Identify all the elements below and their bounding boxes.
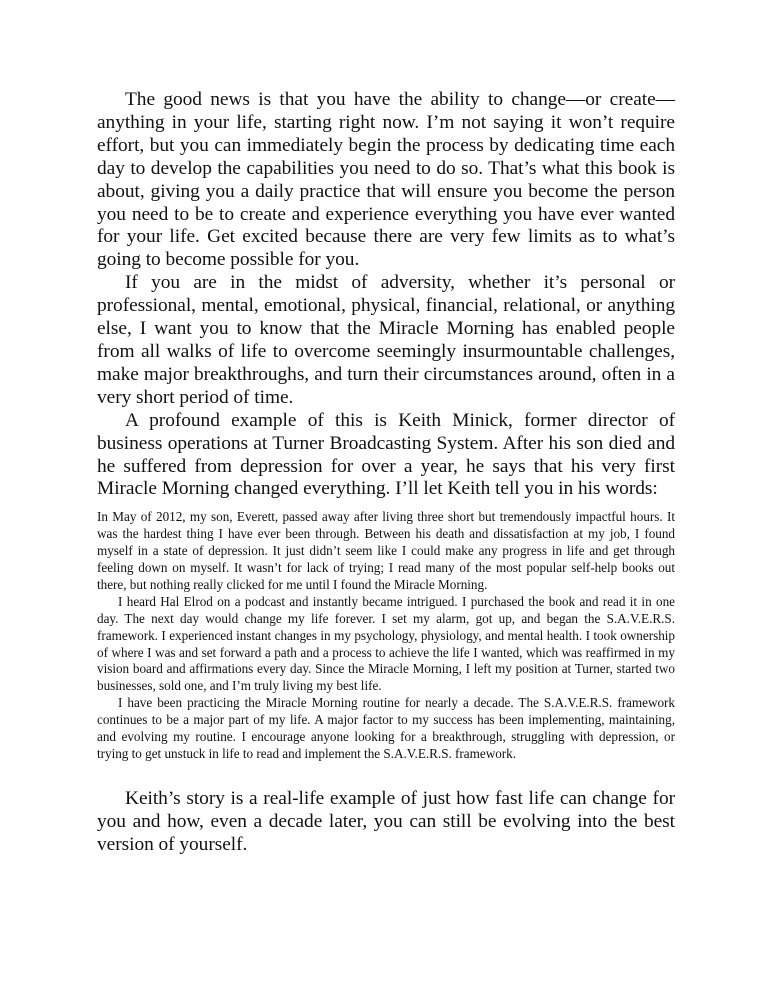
- body-paragraph-adversity: If you are in the midst of adversity, whether it’s personal or professional, mental, emotional, physical, financial, relational, or anything else, I want you to know that the Miracle Morning has enabled people from all walks of life to overcome seemingly insurmountable challenges, make major breakthroughs, and turn their circumstances around, often in a very short period of time.: [97, 272, 675, 408]
- body-paragraph-good-news: The good news is that you have the ability to change—or create— anything in your life, starting right now. I’m not saying it won’t require effort, but you can immediately begin the process by dedicating time each day to develop the capabilities you need to do so. That’s what this book is about, giving you a daily practice that will ensure you become the person you need to be to create and experience everything you have ever wanted for your life. Get excited because there are very few limits as to what’s going to become possible for you.: [97, 89, 675, 271]
- quote-paragraph-discovery: I heard Hal Elrod on a podcast and instantly became intrigued. I purchased the book and read it in one day. The next day would change my life forever. I set my alarm, got up, and began the S.A.V.E.R.S. framework. I experienced instant changes in my psychology, physiology, and mental health. I took ownership of where I was and set forward a path and a process to achieve the life I wanted, which was reaffirmed in my vision board and affirmations every day. Since the Miracle Morning, I left my position at Turner, started two businesses, sold one, and I’m truly living my best life.: [97, 593, 675, 694]
- quote-paragraph-decade: I have been practicing the Miracle Morning routine for nearly a decade. The S.A.V.E.R.S. framework continues to be a major part of my life. A major factor to my success has been implementing, maintaining, and evolving my routine. I encourage anyone looking for a breakthrough, struggling with depression, or trying to get unstuck in life to read and implement the S.A.V.E.R.S. framework.: [97, 695, 675, 761]
- closing-section: [97, 788, 675, 857]
- body-paragraph-closing: Keith’s story is a real-life example of just how fast life can change for you and how, even a decade later, you can still be evolving into the best version of yourself.: [97, 787, 675, 855]
- book-page: [97, 89, 675, 857]
- body-paragraph-keith-intro: A profound example of this is Keith Minick, former director of business operations at Turner Broadcasting System. After his son died and he suffered from depression for over a year, he says that his very first Miracle Morning changed everything. I’ll let Keith tell you in his words:: [97, 409, 675, 500]
- block-quote: [97, 509, 675, 763]
- quote-paragraph-loss: In May of 2012, my son, Everett, passed away after living three short but tremendously impactful hours. It was the hardest thing I have ever been through. Between his death and dissatisfaction at my job, I found myself in a state of depression. It just didn’t seem like I could make any progress in life and get through feeling down on myself. It wasn’t for lack of trying; I read many of the most popular self-help books out there, but nothing really clicked for me until I found the Miracle Morning.: [97, 509, 675, 592]
